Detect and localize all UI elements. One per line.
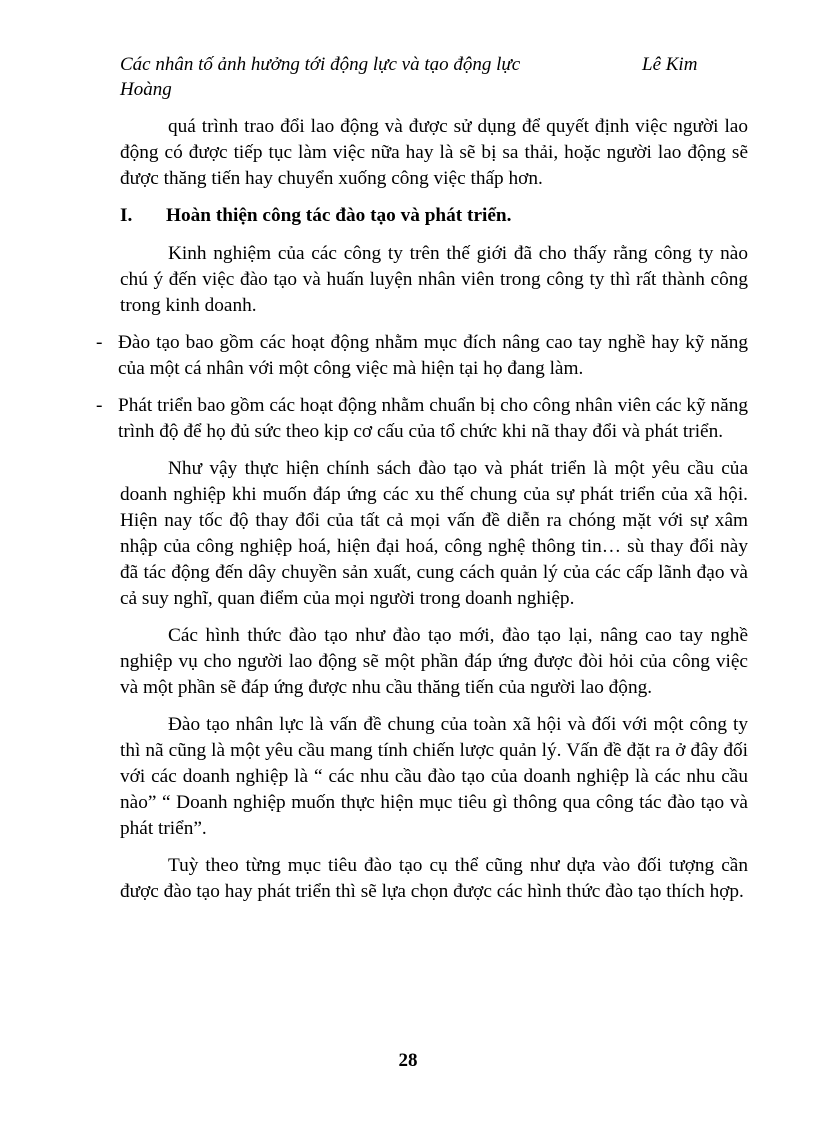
section-title: Hoàn thiện công tác đào tạo và phát triển. [166, 205, 512, 226]
paragraph: Các hình thức đào tạo như đào tạo mới, đào tạo lại, nâng cao tay nghề nghiệp vụ cho người lao động sẽ một phần đáp ứng được đòi hỏi của công việc và một phần sẽ đáp ứng được nhu cầu thăng tiến của người lao động. [120, 625, 748, 698]
bullet-item [72, 330, 748, 382]
bullet-dash: - [96, 332, 103, 353]
paragraph: quá trình trao đổi lao động và được sử dụng để quyết định việc người lao động có được tiếp tục làm việc nữa hay là sẽ bị sa thải, hoặc người lao động sẽ được thăng tiến hay chuyển xuống công việc thấp hơn. [120, 116, 748, 189]
body-text [96, 114, 748, 916]
bullet-text: Phát triển bao gồm các hoạt động nhằm chuẩn bị cho công nhân viên các kỹ năng trình độ để họ đủ sức theo kịp cơ cấu của tổ chức khi nã thay đổi và phát triển. [118, 395, 748, 442]
bullet-text: Đào tạo bao gồm các hoạt động nhằm mục đích nâng cao tay nghề hay kỹ năng của một cá nhân với một công việc mà hiện tại họ đang làm. [118, 332, 748, 379]
bullet-dash: - [96, 395, 103, 416]
section-heading [120, 203, 748, 229]
header-author-continued: Hoàng [120, 79, 172, 100]
section-number: I. [120, 205, 133, 226]
header-title: Các nhân tố ảnh hưởng tới động lực và tạo động lực [120, 54, 521, 75]
paragraph: Tuỳ theo từng mục tiêu đào tạo cụ thể cũng như dựa vào đối tượng cần được đào tạo hay phát triển thì sẽ lựa chọn được các hình thức đào tạo thích hợp. [120, 855, 748, 902]
paragraph: Kinh nghiệm của các công ty trên thế giới đã cho thấy rằng công ty nào chú ý đến việc đào tạo và huấn luyện nhân viên trong công ty thì rất thành công trong kinh doanh. [120, 243, 748, 316]
header-author: Lê Kim [642, 54, 698, 75]
page-number: 28 [398, 1050, 418, 1071]
paragraph: Đào tạo nhân lực là vấn đề chung của toàn xã hội và đối với một công ty thì nã cũng là một yêu cầu mang tính chiến lược quản lý. Vấn đề đặt ra ở đây đối với các doanh nghiệp là “ các nhu cầu đào tạo của doanh nghiệp là các nhu cầu nào” “ Doanh nghiệp muốn thực hiện mục tiêu gì thông qua công tác đào tạo và phát triển”. [120, 714, 748, 839]
running-header [120, 52, 710, 102]
bullet-item [72, 393, 748, 445]
paragraph: Như vậy thực hiện chính sách đào tạo và phát triển là một yêu cầu của doanh nghiệp khi muốn đáp ứng các xu thế chung của sự phát triển của xã hội. Hiện nay tốc độ thay đổi của tất cả mọi vấn đề diễn ra chóng mặt với sự xâm nhập của công nghiệp hoá, hiện đại hoá, công nghệ thông tin… sù thay đổi này đã tác động đến dây chuyền sản xuất, cung cách quản lý của các cấp lãnh đạo và cả suy nghĩ, quan điểm của mọi người trong doanh nghiệp. [120, 458, 748, 609]
